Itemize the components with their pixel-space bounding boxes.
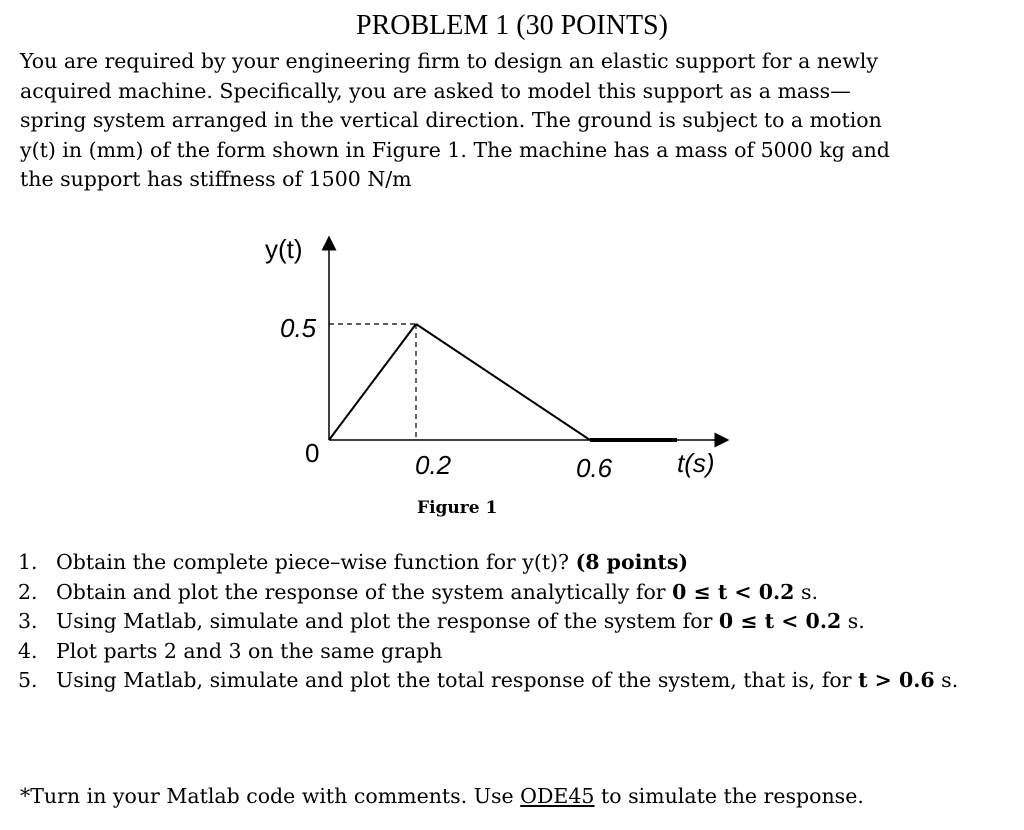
question-item (18, 607, 988, 637)
question-number: 3. (18, 609, 38, 633)
question-condition: 0 ≤ t < 0.2 (672, 579, 795, 604)
question-number: 4. (18, 638, 38, 663)
question-item (18, 578, 988, 608)
question-number: 5. (18, 668, 38, 692)
y-tick-label-peak: 0.5 (280, 313, 317, 343)
question-list (18, 548, 988, 696)
question-text: Obtain the complete piece–wise function for y(t)? (56, 550, 576, 574)
question-condition: t > 0.6 (858, 668, 935, 692)
ode45-reference: ODE45 (520, 784, 595, 808)
statement-line: acquired machine. Specifically, you are asked to model this support as a mass— (20, 78, 851, 103)
question-text: Using Matlab, simulate and plot the response of the system for (56, 609, 719, 633)
statement-line: y(t) in (mm) of the form shown in Figure 1. The machine has a mass of 5000 kg and (20, 137, 890, 162)
question-text: Obtain and plot the response of the system analytically for (56, 579, 673, 604)
signal-segment (416, 324, 590, 440)
x-tick-label-peak: 0.2 (415, 450, 452, 480)
question-unit: s. (794, 579, 818, 604)
signal-segment (329, 324, 416, 440)
statement-line: the support has stiffness of 1500 N/m (20, 167, 412, 191)
question-unit: s. (841, 609, 865, 633)
statement-line: spring system arranged in the vertical direction. The ground is subject to a motion (20, 108, 882, 132)
question-item (18, 637, 988, 667)
question-text: Using Matlab, simulate and plot the total response of the system, that is, for (56, 668, 859, 692)
question-unit: s. (934, 668, 959, 692)
figure-caption: Figure 1 (417, 498, 498, 518)
x-axis-label: t(s) (677, 448, 715, 478)
question-text: Plot parts 2 and 3 on the same graph (56, 638, 443, 663)
statement-line: You are required by your engineering firm to design an elastic support for a newly (20, 49, 878, 73)
question-condition: 0 ≤ t < 0.2 (718, 609, 842, 633)
note-text: *Turn in your Matlab code with comments. Use (20, 784, 521, 808)
origin-label: 0 (305, 438, 320, 468)
problem-title: PROBLEM 1 (30 POINTS) (356, 10, 668, 41)
submission-note (20, 784, 864, 808)
question-item (18, 548, 988, 578)
question-number: 2. (18, 579, 38, 604)
note-text-end: to simulate the response. (594, 784, 864, 808)
y-axis-label: y(t) (265, 234, 303, 264)
question-points: (8 points) (575, 550, 689, 574)
x-tick-label-end: 0.6 (576, 453, 613, 483)
question-number: 1. (18, 550, 38, 574)
question-item (18, 666, 988, 696)
